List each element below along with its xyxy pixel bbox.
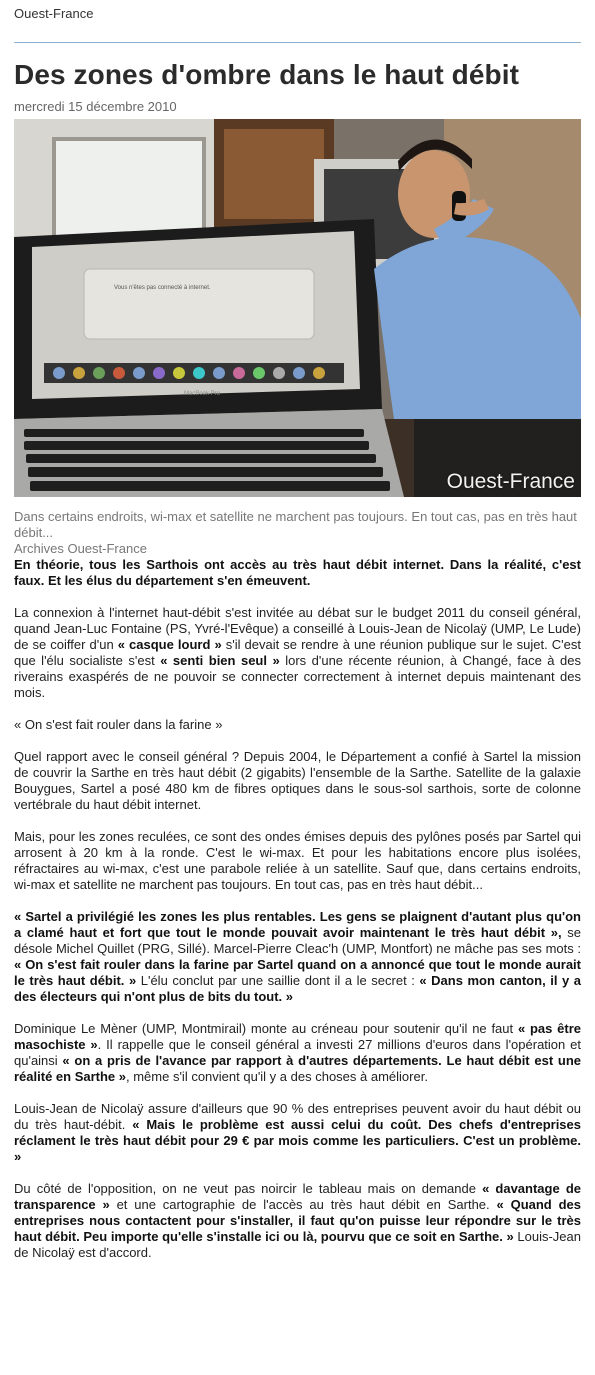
paragraph-4-text-a: se désole Michel Quillet (PRG, Sillé). Marcel-Pierre Cleac'h (UMP, Montfort) ne mâche pas ses mots : — [14, 925, 581, 956]
paragraph-5 — [14, 1021, 581, 1085]
paragraph-7-text-d: Louis-Jean de Nicolaÿ est d'accord. — [14, 1229, 581, 1260]
paragraph-1-text-c: s'il devait se rendre à une réunion publique sur le sujet. C'est que l'élu socialiste s'est — [14, 637, 581, 668]
header-divider — [14, 42, 581, 43]
photo-watermark: Ouest-France — [446, 470, 575, 493]
caption-credit: Archives Ouest-France — [14, 541, 147, 556]
paragraph-4-quote-3: « Dans mon canton, il y a des électeurs qui n'ont plus de bits du tout. » — [14, 973, 581, 1004]
paragraph-7-text-c: et une cartographie de l'accès au très haut débit en Sarthe. — [109, 1197, 497, 1212]
paragraph-1-quote-1: « casque lourd » — [117, 637, 222, 652]
article-date: mercredi 15 décembre 2010 — [14, 99, 177, 114]
paragraph-1-quote-2: « senti bien seul » — [160, 653, 280, 668]
paragraph-4-text-c: L'élu conclut par une saillie dont il a le secret : — [136, 973, 420, 988]
paragraph-5-quote-2: « on a pris de l'avance par rapport à d'autres départements. Le haut débit est une réalité en Sarthe » — [14, 1053, 582, 1084]
paragraph-4-quote-1: « Sartel a privilégié les zones les plus rentables. Les gens se plaignent d'autant plus qu'on a clamé haut et fort que tout le monde pouvait avoir maintenant le très haut débit », — [14, 909, 581, 940]
photo-caption — [14, 509, 581, 557]
paragraph-5-text-c: . Il rappelle que le conseil général a investi 27 millions d'euros dans l'opération et qu'ainsi — [14, 1037, 582, 1068]
article-body — [14, 557, 581, 1261]
paragraph-7-text-a: Du côté de l'opposition, on ne veut pas noircir le tableau mais on demande — [14, 1181, 483, 1196]
paragraph-6-quote-1: « Mais le problème est aussi celui du coût. Des chefs d'entreprises réclament le très haut débit pour 29 € par mois comme les particuliers. C'est un problème. » — [14, 1117, 581, 1164]
paragraph-1-text-d: lors d'une récente réunion, à Changé, face à des riverains exaspérés de ne pouvoir se connecter correctement à internet depuis maintenant des mois. — [14, 653, 581, 700]
laptop-brand-label: MacBook Pro — [184, 391, 221, 397]
paragraph-7-quote-1: « davantage de transparence » — [14, 1181, 581, 1212]
photo-illustration — [14, 119, 581, 497]
paragraph-5-text-d: , même s'il convient qu'il y a des choses à améliorer. — [126, 1069, 428, 1084]
paragraph-2: Quel rapport avec le conseil général ? Depuis 2004, le Département a confié à Sartel la mission de couvrir la Sarthe en très haut débit (2 gigabits) l'ensemble de la Sarthe. Satellite de la galaxie Bouygues, Sartel a posé 480 km de fibres optiques dans le sous-sol sarthois, sorte de colonne vertébrale du haut débit internet. — [14, 749, 581, 812]
paragraph-4-quote-2: « On s'est fait rouler dans la farine par Sartel quand on a annoncé que tout le monde aurait le très haut débit. » — [14, 957, 581, 988]
paragraph-6-text-a: Louis-Jean de Nicolaÿ assure d'ailleurs que 90 % des entreprises peuvent avoir du haut débit ou du très haut-débit. — [14, 1101, 581, 1132]
paragraph-6 — [14, 1101, 581, 1165]
source-name: Ouest-France — [14, 6, 94, 21]
paragraph-7-quote-2: « Quand des entreprises nous contactent pour s'installer, il faut qu'on puisse leur répondre sur le très haut débit. Peu importe qu'elle s'installe ici ou là, pourvu que ce soit en Sarthe. » — [14, 1197, 581, 1244]
article-lead: En théorie, tous les Sarthois ont accès au très haut débit internet. Dans la réalité, c'est faux. Et les élus du département s'en émeuvent. — [14, 557, 581, 588]
article-subhead: « On s'est fait rouler dans la farine » — [14, 717, 223, 732]
paragraph-7 — [14, 1181, 581, 1261]
paragraph-5-quote-1: « pas être masochiste » — [14, 1021, 582, 1052]
article-photo — [14, 119, 581, 497]
paragraph-3: Mais, pour les zones reculées, ce sont des ondes émises depuis des pylônes posés par Sartel qui arrosent à 20 km à la ronde. C'est le wi-max. Et pour les habitations encore plus isolées, réfractaires au wi-max, c'est une parabole reliée à un satellite. Sauf que, dans certains endroits, wi-max et satellite ne marchent pas toujours. En tout cas, pas en très haut débit... — [14, 829, 581, 892]
caption-text: Dans certains endroits, wi-max et satellite ne marchent pas toujours. En tout cas, pas en très haut débit... — [14, 509, 577, 540]
paragraph-1 — [14, 605, 581, 701]
paragraph-1-text-a: La connexion à l'internet haut-débit s'est invitée au débat sur le budget 2011 du conseil général, quand Jean-Luc Fontaine (PS, Yvré-l'Evêque) a conseillé à Louis-Jean de Nicolaÿ (UMP, Le Lude) de se coiffer d'un — [14, 605, 581, 652]
article-title: Des zones d'ombre dans le haut débit — [14, 59, 520, 90]
paragraph-5-text-a: Dominique Le Mèner (UMP, Montmirail) monte au créneau pour soutenir qu'il ne faut — [14, 1021, 518, 1036]
laptop-screen-text: Vous n'êtes pas connecté à internet. — [114, 285, 211, 291]
paragraph-4 — [14, 909, 581, 1005]
